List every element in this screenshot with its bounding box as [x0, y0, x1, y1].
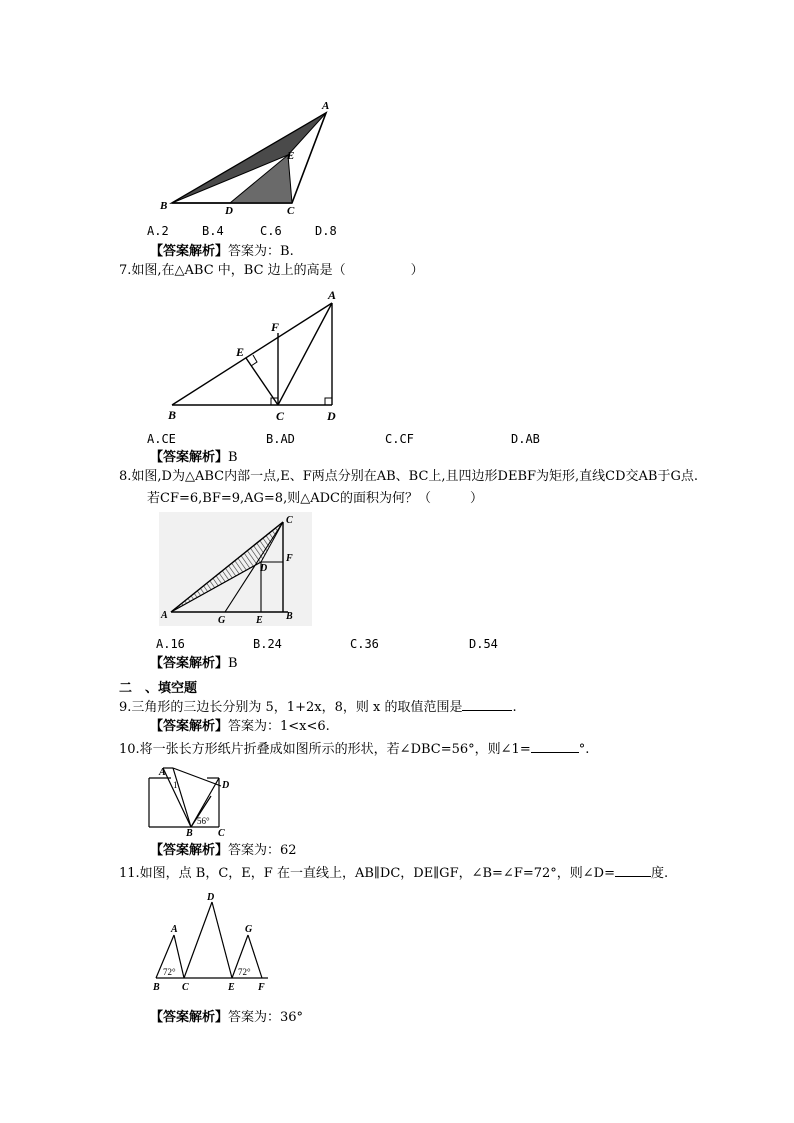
- answer-text: B: [228, 450, 238, 465]
- q10-question-text: 10.将一张长方形纸片折叠成如图所示的形状，若∠DBC=56°，则∠1=: [119, 742, 531, 757]
- figure-q10: [145, 760, 245, 840]
- answer-key-label: 【答案解析】: [150, 244, 229, 259]
- fig11-label-a: A: [171, 924, 178, 935]
- q8-question-line2: 若CF=6,BF=9,AG=8,则△ADC的面积为何？（ ）: [147, 491, 483, 506]
- q9-question-end: .: [512, 700, 517, 715]
- q9-answer-blank: [462, 698, 512, 711]
- fig7-label-f: F: [271, 320, 280, 334]
- q11-answer: [150, 1010, 303, 1026]
- q11-question: [119, 864, 668, 882]
- fig8-label-g: G: [218, 615, 226, 626]
- fig8-label-c: C: [286, 515, 293, 526]
- fig7-label-a: A: [328, 288, 337, 302]
- q6-option-b: B.4: [202, 224, 224, 238]
- fig11-label-angle-f: 72°: [238, 967, 251, 977]
- q11-question-end: 度.: [650, 866, 669, 881]
- q8-option-b: B.24: [253, 637, 282, 651]
- q6-answer: [150, 244, 294, 260]
- fig6-label-b: B: [160, 200, 168, 212]
- answer-key-label: 【答案解析】: [150, 450, 229, 465]
- fig10-label-c: C: [218, 828, 225, 839]
- q8-question-line1: 8.如图,D为△ABC内部一点,E、F两点分别在AB、BC上,且四边形DEBF为矩形,直线CD交AB于G点.: [119, 469, 698, 484]
- q8-option-d: D.54: [469, 637, 498, 651]
- answer-key-label: 【答案解析】: [150, 1010, 229, 1025]
- fig7-label-b: B: [168, 408, 177, 422]
- figure-q7: [160, 285, 350, 425]
- fig10-label-b: B: [186, 828, 193, 839]
- q6-option-c: C.6: [260, 224, 282, 238]
- figure-q8: [155, 510, 320, 630]
- q10-answer-blank: [531, 740, 579, 753]
- answer-text: 答案为：1<x<6.: [228, 719, 330, 734]
- fig10-label-1: 1: [173, 780, 178, 790]
- q8-option-c: C.36: [350, 637, 379, 651]
- q7-option-a: A.CE: [147, 432, 176, 446]
- answer-key-label: 【答案解析】: [150, 719, 229, 734]
- fig11-label-g: G: [245, 924, 253, 935]
- q9-question: [119, 698, 517, 716]
- fig6-label-c: C: [287, 205, 295, 217]
- q7-answer: [150, 450, 238, 466]
- fig8-label-b: B: [286, 611, 293, 622]
- fig11-label-d: D: [207, 892, 215, 903]
- fig7-label-c: C: [276, 409, 285, 423]
- q10-question: [119, 740, 589, 758]
- answer-key-label: 【答案解析】: [150, 656, 229, 671]
- fig7-label-e: E: [236, 345, 245, 359]
- q10-question-end: °.: [578, 742, 590, 757]
- q10-answer: [150, 843, 297, 859]
- q11-question-text: 11.如图，点 B，C，E，F 在一直线上，AB∥DC，DE∥GF，∠B=∠F=72°，则∠D=: [119, 866, 615, 881]
- q9-answer: [150, 719, 330, 735]
- q8-option-a: A.16: [156, 637, 185, 651]
- fig6-label-d: D: [225, 205, 233, 217]
- section-title: 二 、填空题: [119, 681, 198, 696]
- fig6-label-a: A: [322, 100, 330, 112]
- q6-option-d: D.8: [315, 224, 337, 238]
- q8-answer: [150, 656, 238, 672]
- fig11-label-f: F: [258, 982, 265, 993]
- answer-text: B: [228, 656, 238, 671]
- q11-answer-blank: [615, 864, 651, 877]
- answer-text: 答案为：36°: [228, 1010, 304, 1025]
- answer-text: 答案为：B.: [228, 244, 294, 259]
- answer-key-label: 【答案解析】: [150, 843, 229, 858]
- fig6-label-e: E: [287, 150, 295, 162]
- figure-q6: [150, 95, 350, 220]
- fig11-label-e: E: [228, 982, 235, 993]
- fig8-label-f: F: [286, 553, 293, 564]
- fig10-label-a: A: [159, 767, 166, 778]
- q7-option-b: B.AD: [266, 432, 295, 446]
- fig10-label-angle: 56°: [197, 816, 210, 826]
- fig10-label-d: D: [222, 780, 230, 791]
- q7-option-c: C.CF: [385, 432, 414, 446]
- fig8-label-d: D: [260, 563, 268, 574]
- q7-option-d: D.AB: [511, 432, 540, 446]
- figure-q11: [150, 890, 275, 995]
- fig11-label-angle-b: 72°: [163, 967, 176, 977]
- answer-text: 答案为：62: [228, 843, 297, 858]
- fig7-label-d: D: [327, 409, 336, 423]
- q6-option-a: A.2: [147, 224, 169, 238]
- fig8-label-a: A: [161, 610, 168, 621]
- fig8-label-e: E: [256, 615, 263, 626]
- fig11-label-b: B: [153, 982, 160, 993]
- q9-question-text: 9.三角形的三边长分别为 5，1+2x，8，则 x 的取值范围是: [119, 700, 463, 715]
- q7-question: 7.如图,在△ABC 中，BC 边上的高是（ ）: [119, 263, 424, 278]
- fig11-label-c: C: [182, 982, 189, 993]
